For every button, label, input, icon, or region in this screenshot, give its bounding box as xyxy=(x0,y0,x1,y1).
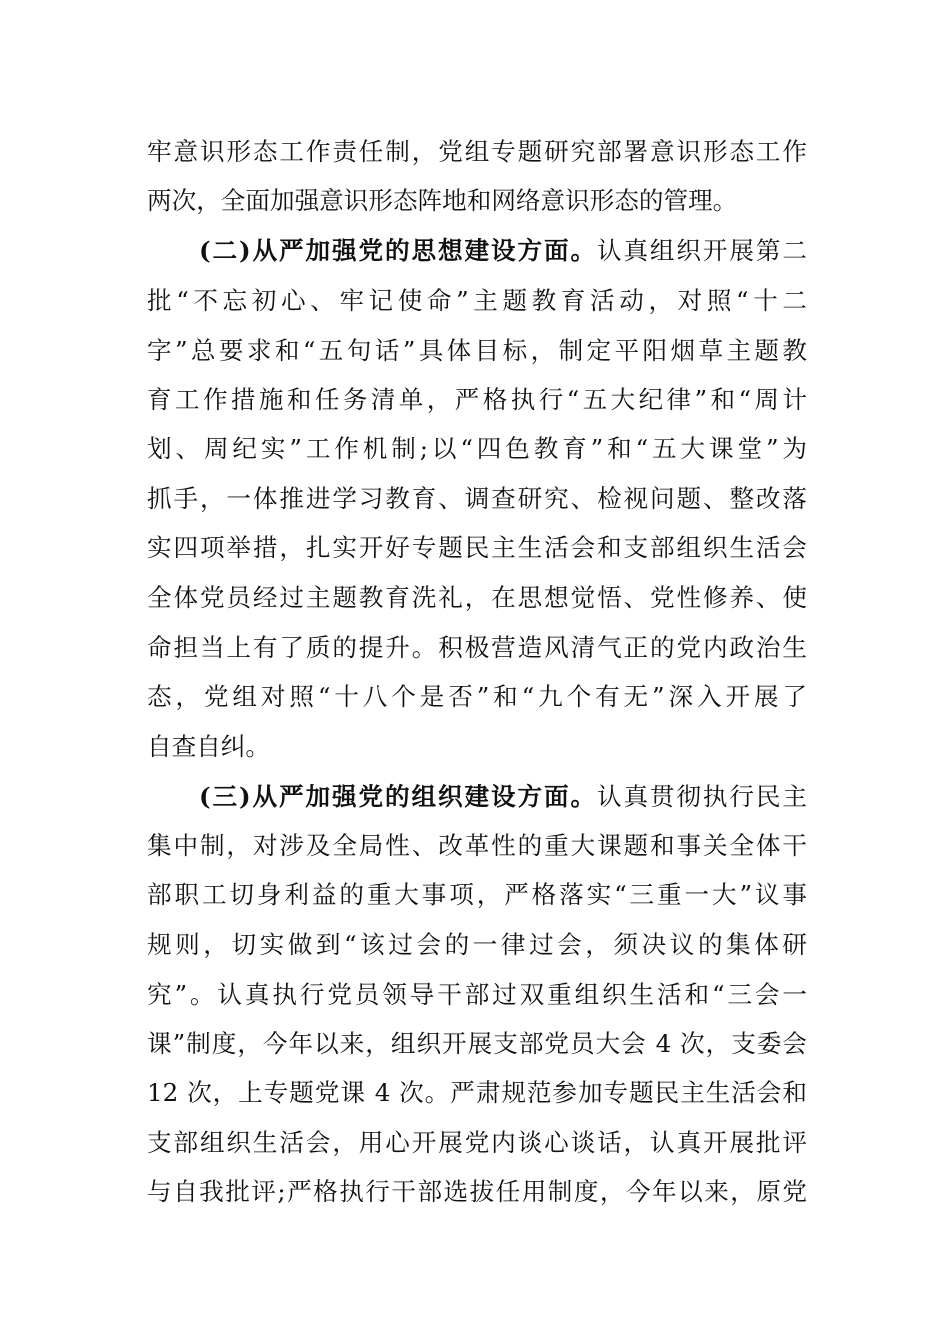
text-line: 课”制度，今年以来，组织开展支部党员大会 4 次，支委会 xyxy=(147,1029,807,1058)
text-line: 究”。认真执行党员领导干部过双重组织生活和“三会一 xyxy=(147,980,807,1009)
text-line: 批“不忘初心、牢记使命”主题教育活动，对照“十二 xyxy=(147,286,807,315)
text-line: 命担当上有了质的提升。积极营造风清气正的党内政治生 xyxy=(147,633,807,662)
text-line: 字”总要求和“五句话”具体目标，制定平阳烟草主题教 xyxy=(147,336,807,365)
section-two-first-line: (二)从严加强党的思想建设方面。认真组织开展第二 xyxy=(199,236,807,265)
text-line: 部职工切身利益的重大事项，严格落实“三重一大”议事 xyxy=(147,880,807,909)
text-line: 集中制，对涉及全局性、改革性的重大课题和事关全体干 xyxy=(147,831,807,860)
text-line: 态，党组对照“十八个是否”和“九个有无”深入开展了 xyxy=(147,682,807,711)
section-heading: (三)从严加强党的组织建设方面。 xyxy=(199,782,597,811)
text-line: 牢意识形态工作责任制，党组专题研究部署意识形态工作 xyxy=(147,137,807,166)
section-heading: (二)从严加强党的思想建设方面。 xyxy=(199,236,597,265)
text-line: 12 次，上专题党课 4 次。严肃规范参加专题民主生活会和 xyxy=(147,1078,807,1107)
text-line: 抓手，一体推进学习教育、调查研究、检视问题、整改落 xyxy=(147,484,807,513)
text-line: 全体党员经过主题教育洗礼，在思想觉悟、党性修养、使 xyxy=(147,583,807,612)
text-line: 实四项举措，扎实开好专题民主生活会和支部组织生活会 xyxy=(147,533,807,562)
text-line: 两次，全面加强意识形态阵地和网络意识形态的管理。 xyxy=(147,186,738,215)
text-line: 支部组织生活会，用心开展党内谈心谈话，认真开展批评 xyxy=(147,1128,807,1157)
text-line: 自查自纠。 xyxy=(147,732,270,761)
text-line: 育工作措施和任务清单，严格执行“五大纪律”和“周计 xyxy=(147,385,807,414)
text-line: 划、周纪实”工作机制;以“四色教育”和“五大课堂”为 xyxy=(147,434,807,463)
text-line: 规则，切实做到“该过会的一律过会，须决议的集体研 xyxy=(147,930,807,959)
text-line: 与自我批评;严格执行干部选拔任用制度，今年以来，原党 xyxy=(147,1177,807,1206)
section-three-first-line: (三)从严加强党的组织建设方面。认真贯彻执行民主 xyxy=(199,782,807,811)
